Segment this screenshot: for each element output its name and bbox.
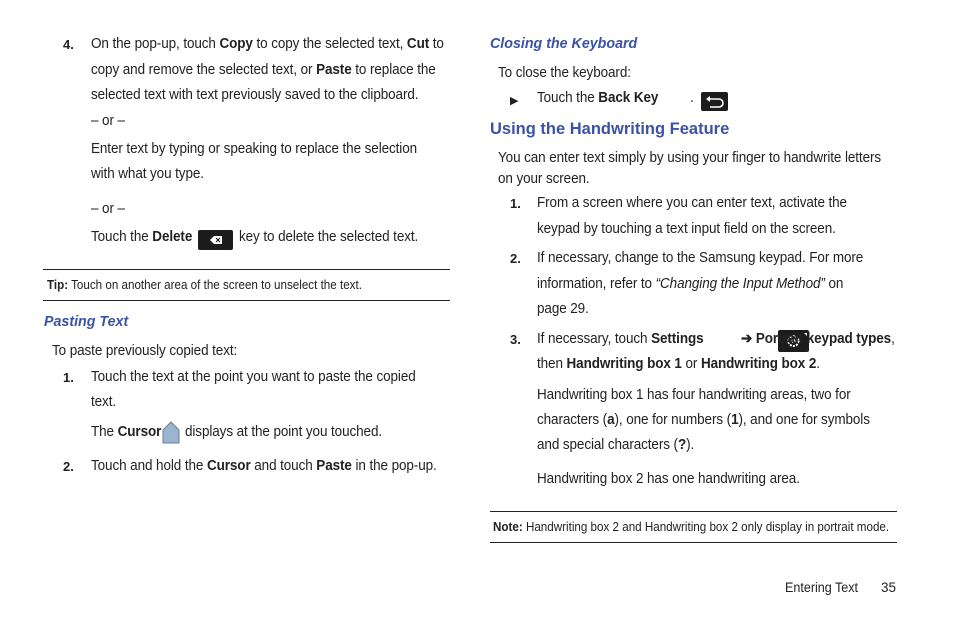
note-top-rule	[490, 511, 897, 512]
pasting-step-1-number: 1.	[63, 370, 74, 385]
step-4-line-1: On the pop-up, touch Copy to copy the selected text, Cut to	[91, 36, 444, 52]
hw-box-1-line-2: characters (a), one for numbers (1), and one for symbols	[537, 412, 870, 428]
step-4-line-4: Enter text by typing or speaking to replace the selection	[91, 141, 418, 157]
or-separator-2: – or –	[91, 201, 125, 217]
footer-section-title: Entering Text	[785, 580, 859, 595]
hw-step-3-line-1b: ➔ Portrait keypad types,	[741, 331, 895, 347]
hw-step-2-line-2: information, refer to “Changing the Input Method” on	[537, 276, 844, 292]
or-separator-1: – or –	[91, 113, 125, 129]
pasting-step-1-line-2: text.	[91, 394, 117, 410]
pasting-step-1-line-1: Touch the text at the point you want to paste the copied	[91, 369, 416, 385]
hw-step-1-line-1: From a screen where you can enter text, activate the	[537, 195, 847, 211]
pasting-step-2-line: Touch and hold the Cursor and touch Paste in the pop-up.	[91, 458, 437, 474]
pasting-step-2-number: 2.	[63, 459, 74, 474]
pasting-text-heading: Pasting Text	[44, 313, 129, 330]
cursor-icon	[161, 421, 181, 445]
pasting-step-1-line-3b: displays at the point you touched.	[185, 424, 383, 440]
tip-top-rule	[43, 269, 450, 270]
pasting-intro: To paste previously copied text:	[52, 343, 238, 359]
footer-page-number: 35	[881, 580, 897, 595]
handwriting-intro-1: You can enter text simply by using your finger to handwrite letters	[498, 150, 882, 166]
pasting-step-1-line-3a: The Cursor	[91, 424, 162, 440]
tip-bottom-rule	[43, 300, 450, 301]
step-4-number: 4.	[63, 37, 74, 52]
hw-step-3-line-1a: If necessary, touch Settings	[537, 331, 704, 347]
hw-step-2-number: 2.	[510, 251, 521, 266]
hw-step-3-line-2: then Handwriting box 1 or Handwriting box 2.	[537, 356, 820, 372]
step-4-line-2: copy and remove the selected text, or Paste to replace the	[91, 62, 436, 78]
tip-box: Tip: Touch on another area of the screen to unselect the text.	[47, 278, 362, 292]
hw-box-2-line: Handwriting box 2 has one handwriting area.	[537, 471, 800, 487]
handwriting-intro-2: on your screen.	[498, 171, 590, 187]
closing-intro: To close the keyboard:	[498, 65, 631, 81]
note-box: Note: Handwriting box 2 and Handwriting box 2 only display in portrait mode.	[493, 520, 890, 534]
back-key-icon	[701, 92, 728, 111]
hw-box-1-line-3: and special characters (?).	[537, 437, 695, 453]
closing-keyboard-heading: Closing the Keyboard	[490, 35, 638, 52]
hw-step-3-number: 3.	[510, 332, 521, 347]
closing-bullet-text-a: Touch the Back Key	[537, 90, 659, 106]
hw-step-1-number: 1.	[510, 196, 521, 211]
hw-step-1-line-2: keypad by touching a text input field on the screen.	[537, 221, 836, 237]
closing-bullet-text-b: .	[690, 90, 694, 106]
handwriting-heading: Using the Handwriting Feature	[490, 120, 730, 138]
step-4-line-3: selected text with text previously saved to the clipboard.	[91, 87, 419, 103]
hw-step-2-line-3: page 29.	[537, 301, 589, 317]
step-4-line-6b: key to delete the selected text.	[239, 229, 419, 245]
delete-key-icon	[198, 230, 233, 250]
bullet-icon: ▶	[510, 95, 519, 107]
note-bottom-rule	[490, 542, 897, 543]
hw-step-2-line-1: If necessary, change to the Samsung keypad. For more	[537, 250, 864, 266]
hw-box-1-line-1: Handwriting box 1 has four handwriting areas, two for	[537, 387, 851, 403]
step-4-line-6a: Touch the Delete	[91, 229, 193, 245]
step-4-line-5: with what you type.	[91, 166, 204, 182]
